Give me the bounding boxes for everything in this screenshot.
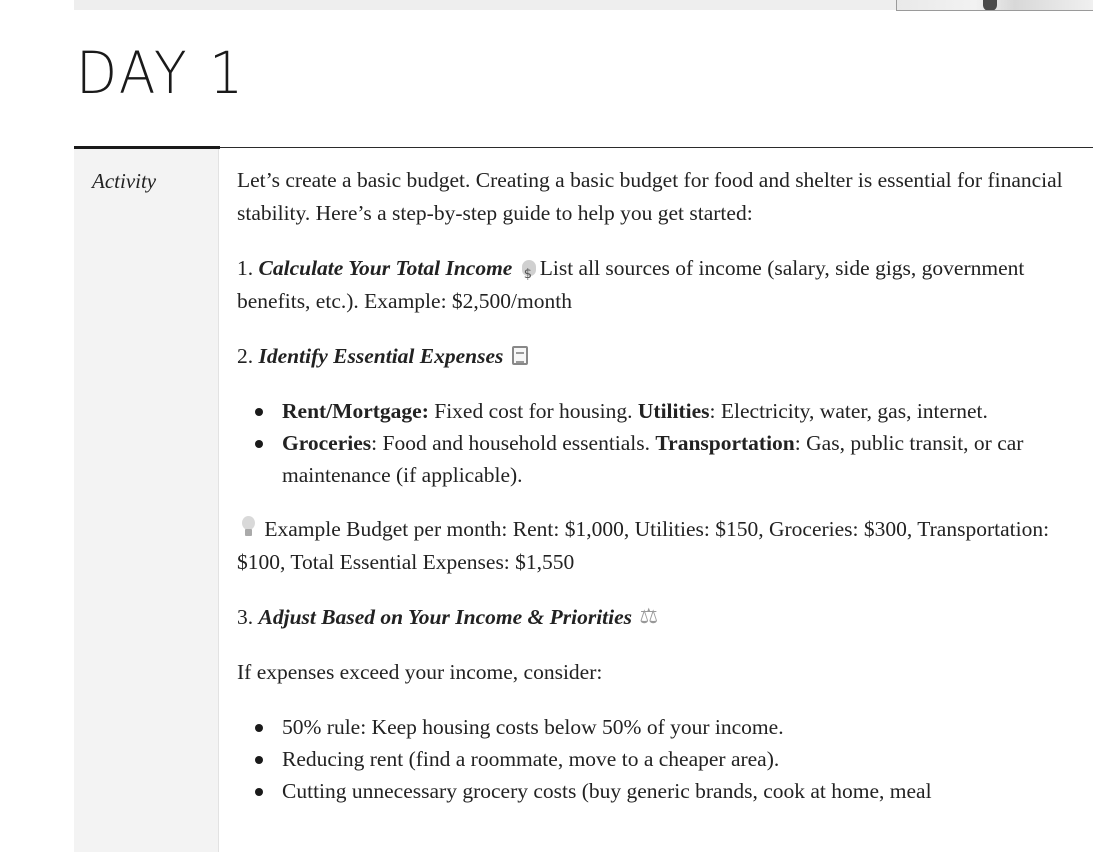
step-1-text: List all sources of income (salary, side gigs, government benefits, etc.). Example: $2,500/month bbox=[237, 256, 1025, 313]
cover-image-detail bbox=[983, 0, 997, 11]
step-2 bbox=[237, 340, 1093, 373]
example-budget-text: Example Budget per month: Rent: $1,000, Utilities: $150, Groceries: $300, Transportation: $100, Total Essential Expenses: $1,550 bbox=[237, 517, 1050, 574]
activity-content bbox=[237, 164, 1093, 829]
activity-label: Activity bbox=[92, 169, 157, 193]
step-1-number: 1. bbox=[237, 256, 254, 280]
step-1 bbox=[237, 252, 1093, 318]
expense-term: Groceries bbox=[282, 431, 372, 455]
lightbulb-icon bbox=[239, 516, 257, 538]
consider-list bbox=[237, 711, 1093, 807]
list-item: 50% rule: Keep housing costs below 50% of your income. bbox=[282, 711, 1093, 743]
expense-term: Transportation bbox=[655, 431, 795, 455]
list-item: Reducing rent (find a roommate, move to a cheaper area). bbox=[282, 743, 1093, 775]
expenses-list bbox=[237, 395, 1093, 491]
money-bag-icon bbox=[520, 255, 538, 277]
list-item bbox=[282, 427, 1093, 491]
list-item: Cutting unnecessary grocery costs (buy generic brands, cook at home, meal bbox=[282, 775, 1093, 807]
cover-image bbox=[896, 0, 1093, 11]
list-item bbox=[282, 395, 1093, 427]
table-top-border bbox=[74, 147, 1093, 148]
step-1-heading: Calculate Your Total Income bbox=[258, 256, 513, 280]
expense-desc: : Electricity, water, gas, internet. bbox=[709, 399, 988, 423]
step-3-number: 3. bbox=[237, 605, 254, 629]
example-budget bbox=[237, 513, 1093, 579]
step-3-heading: Adjust Based on Your Income & Priorities bbox=[258, 605, 633, 629]
activity-label-cell bbox=[74, 149, 219, 852]
top-image-strip bbox=[74, 0, 896, 10]
clipboard-icon bbox=[511, 343, 529, 365]
expense-term: Utilities bbox=[637, 399, 710, 423]
consider-intro: If expenses exceed your income, consider: bbox=[237, 660, 603, 684]
step-2-heading: Identify Essential Expenses bbox=[258, 344, 504, 368]
expense-desc: Fixed cost for housing. bbox=[428, 399, 638, 423]
balance-scale-icon bbox=[639, 604, 663, 626]
expense-desc: : Food and household essentials. bbox=[371, 431, 656, 455]
intro-paragraph: Let’s create a basic budget. Creating a basic budget for food and shelter is essential for financial stability. Here’s a step-by-step guide to help you get started: bbox=[237, 168, 1063, 225]
step-3 bbox=[237, 601, 1093, 634]
step-2-number: 2. bbox=[237, 344, 254, 368]
expense-term: Rent/Mortgage: bbox=[282, 399, 429, 423]
page-title: DAY 1 bbox=[76, 39, 246, 107]
expense-desc: : Gas, public transit, or car maintenance (if applicable). bbox=[282, 431, 1024, 487]
